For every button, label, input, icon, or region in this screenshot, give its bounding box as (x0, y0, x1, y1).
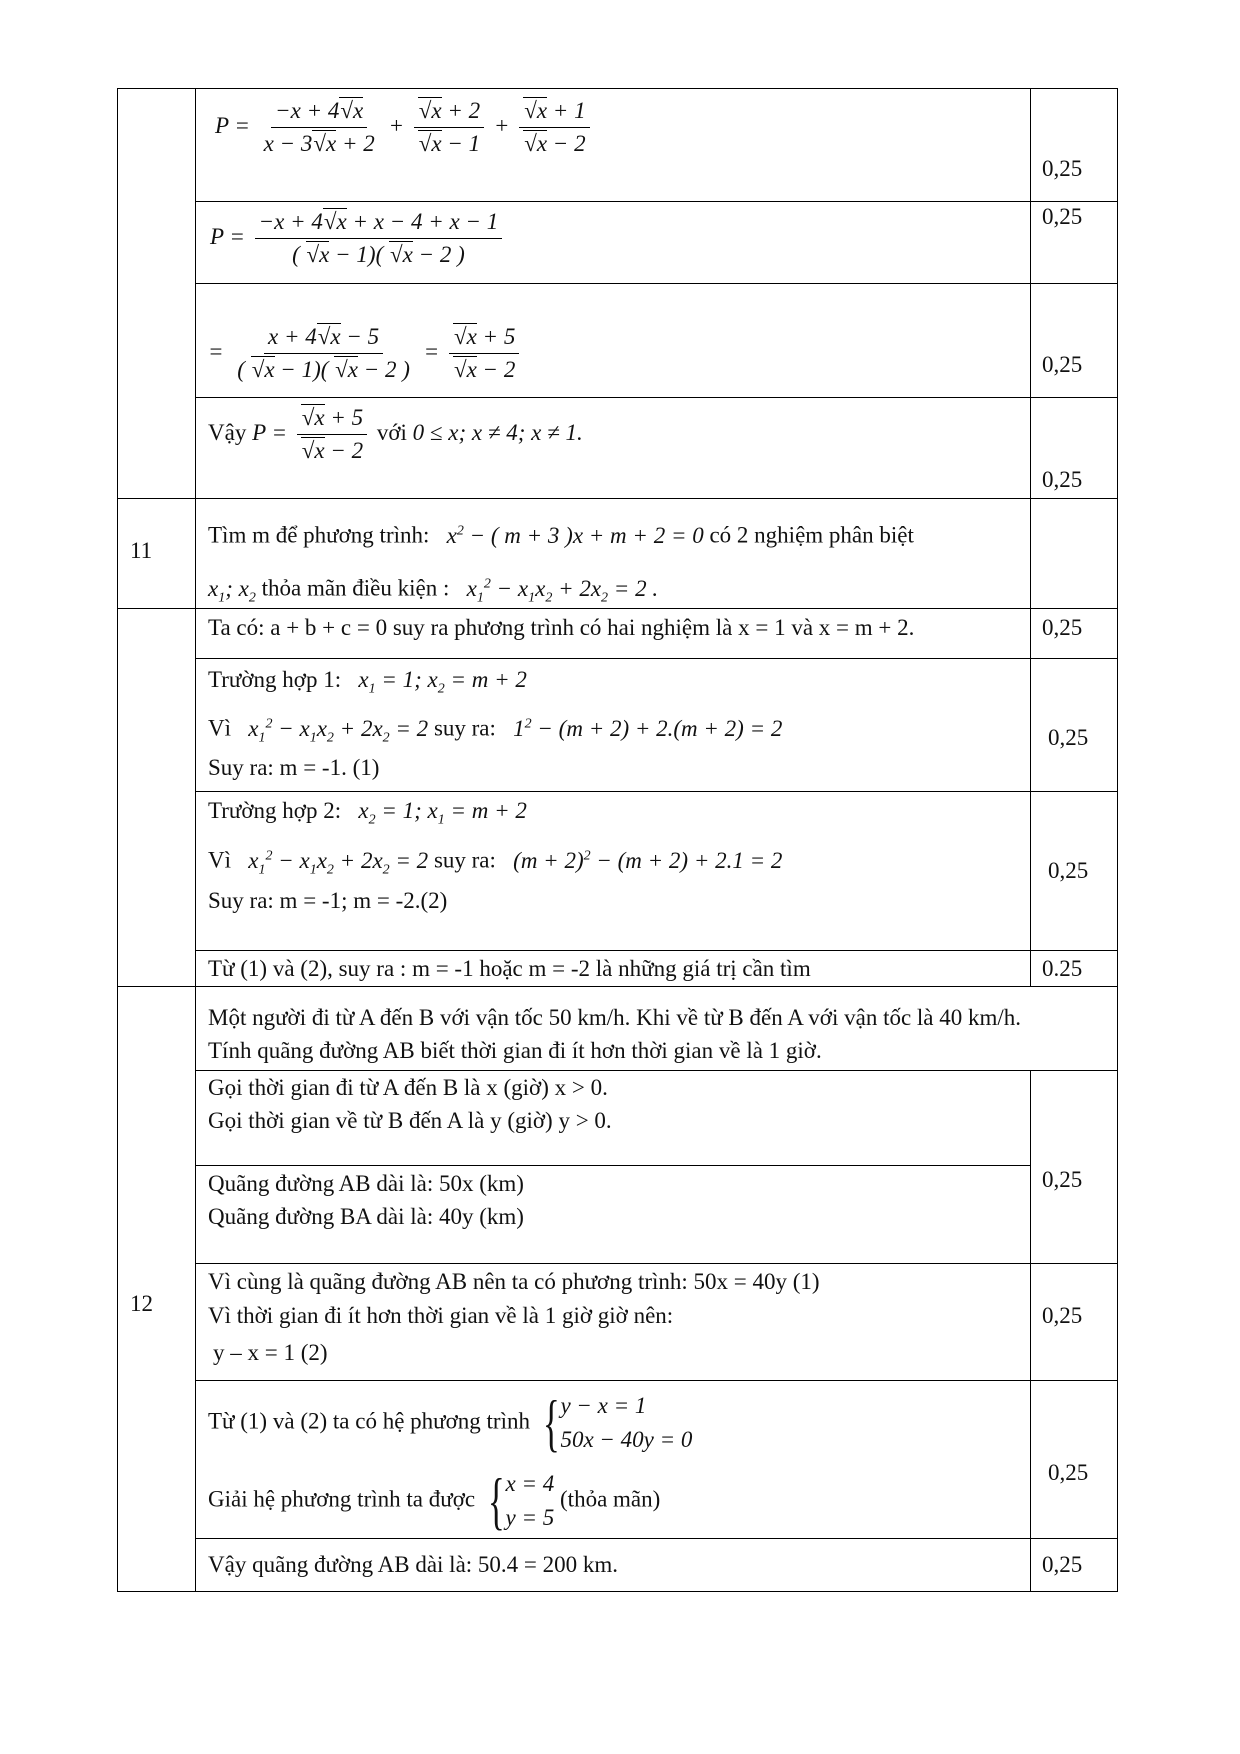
row-line (195, 950, 1117, 951)
case1-suyra: suy ra: (433, 715, 496, 741)
score-q12-final: 0,25 (1042, 1552, 1083, 1577)
q12-prompt-line2: Tính quãng đường AB biết thời gian đi ít hơn thời gian về là 1 giờ. (208, 1038, 822, 1063)
q11-case2-title: Trường hợp 2: $x_2 = 1$; $x_1 = m + 2$ (208, 798, 527, 828)
table-divider-number (195, 88, 196, 1592)
row-line (195, 397, 1117, 398)
table-border-left (117, 88, 118, 1592)
case1-vi: Vì (208, 715, 231, 741)
voi-label: với (376, 419, 407, 445)
formula-p-definition: P = $\frac{-x + 4√x}{x - 3√x + 2}$ + $\frac{√x + 2}{√x - 1}$ + $\frac{√x + 1}{√x - 2}$ (215, 96, 594, 159)
q11-prompt-text: Tìm m để phương trình: (208, 522, 430, 548)
q11-case2-result: Suy ra: m = -1; m = -2.(2) (208, 888, 448, 913)
solve-label: Giải hệ phương trình ta được (208, 1486, 476, 1512)
case2-label: Trường hợp 2: (208, 798, 342, 823)
q11-case2-substitution: Vì $x_1^2 - x_1x_2 + 2x_2 = 2$ suy ra: $(m + 2)^2 - (m + 2) + 2.1 = 2$ (208, 847, 783, 878)
q12-time-difference: Vì thời gian đi ít hơn thời gian về là 1 giờ giờ nên: (208, 1303, 674, 1328)
formula-p-simplified: = $\frac{x + 4√x - 5}{( √x - 1)( √x - 2 )}$ = $\frac{√x + 5}{√x - 2}$ (208, 322, 523, 385)
q11-prompt-tail: có 2 nghiệm phân biệt (709, 522, 914, 548)
q12-system-setup: Từ (1) và (2) ta có hệ phương trình { y − x = 1 50x − 40y = 0 (208, 1387, 693, 1458)
q11-prompt-line2: $x_1$; $x_2$ thỏa mãn điều kiện : $x_1^2 - x_1x_2 + 2x_2 = 2$ . (208, 575, 659, 606)
q12-distance-ba: Quãng đường BA dài là: 40y (km) (208, 1204, 524, 1229)
va-label: và (272, 1408, 295, 1434)
q12-variable-x: Gọi thời gian đi từ A đến B là x (giờ) x > 0. (208, 1075, 608, 1100)
formula-p-combined: P = $\frac{-x + 4√x + x - 4 + x - 1}{( √x - 1)( √x - 2 )}$ (210, 207, 506, 270)
row-line (117, 986, 1118, 987)
case2-suyra: suy ra: (433, 847, 496, 873)
q11-condition-text: thỏa mãn điều kiện : (261, 575, 450, 601)
q11-row1-text: Ta có: a + b + c = 0 suy ra phương trình có hai nghiệm là x = 1 và x = m + 2. (208, 615, 915, 640)
domain-condition: 0 ≤ x; x ≠ 4; x ≠ 1. (412, 419, 583, 445)
question-number-11: 11 (130, 538, 153, 563)
score-q12-row2: 0,25 (1042, 1303, 1083, 1328)
q12-equation-1: Vì cùng là quãng đường AB nên ta có phương trình: 50x = 40y (1) (208, 1269, 820, 1294)
score-q10-row3: 0,25 (1042, 352, 1083, 377)
row-line (195, 1380, 1117, 1381)
formula-p-conclusion: Vậy P = $\frac{√x + 5}{√x - 2}$ với 0 ≤ x; x ≠ 4; x ≠ 1. (208, 405, 583, 463)
row-line (195, 1165, 1030, 1166)
q12-final-answer: Vậy quãng đường AB dài là: 50.4 = 200 km. (208, 1552, 619, 1577)
q11-case1-result: Suy ra: m = -1. (1) (208, 755, 380, 780)
row-line (195, 201, 1117, 202)
table-border-right (1117, 88, 1118, 1592)
row-line (195, 1538, 1117, 1539)
q12-system-solution: Giải hệ phương trình ta được { x = 4 y = 5 (thỏa mãn) (208, 1465, 661, 1536)
q12-distance-ab: Quãng đường AB dài là: 50x (km) (208, 1171, 524, 1196)
table-border-bottom (117, 1591, 1118, 1592)
row-line (195, 283, 1117, 284)
row-line (117, 498, 1118, 499)
table-border-top (117, 88, 1118, 89)
score-q10-row2: 0,25 (1042, 204, 1083, 229)
score-q12-row3: 0,25 (1048, 1460, 1089, 1485)
case2-vi: Vì (208, 847, 231, 873)
score-q11-conclusion: 0.25 (1042, 956, 1083, 981)
score-q11-row1: 0,25 (1042, 615, 1083, 640)
row-line (195, 658, 1117, 659)
q12-equation-2: y – x = 1 (2) (213, 1340, 328, 1365)
vay-label: Vậy (208, 419, 247, 445)
satisfied-label: (thỏa mãn) (560, 1486, 661, 1512)
q12-variable-y: Gọi thời gian về từ B đến A là y (giờ) y > 0. (208, 1108, 612, 1133)
q12-prompt-line1: Một người đi từ A đến B với vận tốc 50 km/h. Khi về từ B đến A với vận tốc là 40 km/h. (208, 1005, 1022, 1030)
row-line (195, 1263, 1117, 1264)
score-q10-row1: 0,25 (1042, 156, 1083, 181)
score-q12-row1: 0,25 (1042, 1167, 1083, 1192)
table-divider-score-lower (1030, 1070, 1031, 1592)
score-q10-row4: 0,25 (1042, 467, 1083, 492)
question-number-12: 12 (130, 1291, 153, 1316)
q11-conclusion: Từ (1) và (2), suy ra : m = -1 hoặc m = -2 là những giá trị cần tìm (208, 956, 811, 981)
row-line (195, 791, 1117, 792)
case1-label: Trường hợp 1: (208, 667, 342, 692)
table-divider-score (1030, 88, 1031, 986)
q11-prompt-line1: Tìm m để phương trình: $x^2$ − ( m + 3 )x + m + 2 = 0 có 2 nghiệm phân biệt (208, 522, 914, 548)
q11-case1-title: Trường hợp 1: $x_1 = 1$; $x_2 = m + 2$ (208, 667, 527, 697)
row-line (195, 1070, 1117, 1071)
tu-label: Từ (208, 1408, 235, 1434)
score-q11-case1: 0,25 (1048, 725, 1089, 750)
q11-case1-substitution: Vì $x_1^2 - x_1x_2 + 2x_2 = 2$ suy ra: $1^2 - (m + 2) + 2.(m + 2) = 2$ (208, 715, 783, 746)
system-label: ta có hệ phương trình (332, 1408, 530, 1434)
score-q11-case2: 0,25 (1048, 858, 1089, 883)
